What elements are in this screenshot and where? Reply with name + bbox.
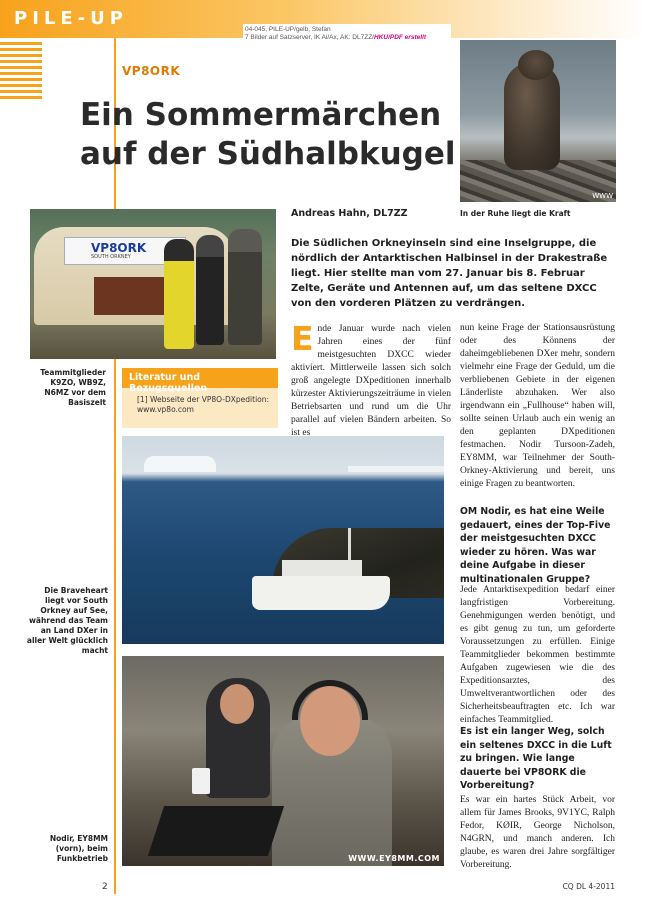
interview-answer-2: Es war ein hartes Stück Arbeit, vor allem für James Brooks, 9V1YC, Ralph Fedor, KØIR, George Nicholson, N4GRN, und manch anderen. Ich glaube, es waren drei Jahre sorgfältiger Vorbereitung. [460, 795, 615, 870]
drop-cap: E [291, 319, 314, 358]
camp-photo [30, 209, 276, 359]
team-member-yellow [164, 239, 194, 349]
body-column-1 [291, 319, 451, 440]
keyboard [148, 806, 284, 856]
iceberg [144, 456, 216, 472]
banner-subtitle: SOUTH ORKNEY [91, 254, 131, 260]
banner-callsign: VP8ORK [91, 241, 147, 255]
iceberg-distant [348, 466, 444, 472]
headset-icon [292, 680, 368, 720]
article-lead: Die Südlichen Orkneyinseln sind eine Inselgruppe, die nördlich der Antarktischen Halbinsel in der Drakestraße liegt. Hier stellte man vom 27. Januar bis 8. Februar Zelte, Geräte und Antennen auf, um das seltene DXCC von den vorderen Plätzen zu verdrängen. [291, 238, 608, 309]
caption-camp: Teammitglieder K9ZO, WB9Z, N6MZ vor dem Basiszelt [40, 368, 106, 407]
production-slug [243, 24, 451, 46]
page-number: 2 [102, 882, 108, 892]
caption-ship: Die Braveheart liegt vor South Orkney auf See, während das Team an Land DXer in aller Welt glücklich macht [26, 586, 108, 655]
interview-question-2: Es ist ein langer Weg, solch ein seltenes DXCC in die Luft zu bringen. Wie lange dauerte bei VP8ORK die Vorbereitung? [460, 726, 612, 791]
cup [192, 768, 210, 794]
literature-title: Literatur und Bezugsquellen [122, 368, 278, 388]
slug-pdf-note: HKU/PDF erstellt [373, 34, 426, 41]
decorative-stripes [0, 42, 42, 102]
issue-info: CQ DL 4-2011 [562, 882, 615, 891]
article-headline: Ein Sommermärchen auf der Südhalbkugel [80, 97, 456, 172]
literature-box [122, 368, 278, 428]
literature-item: [1] Webseite der VP8O-DXpedition: www.vp8o.com [137, 395, 270, 414]
seal-head [518, 50, 554, 80]
caption-radio: Nodir, EY8MM (vorn), beim Funkbetrieb [49, 834, 108, 863]
body-column-1-text: nde Januar wurde nach vielen Jahren eines der fünf meistgesuchten DXCC wieder aktiviert. Mittlerweile lassen sich solch groß angelegte DXpeditionen innerhalb kürzester Aktivierungszeiträume in vielen Betriebsarten und rund um die Uhr parallel auf vielen Bändern arbeiten. So ist es [291, 324, 451, 438]
radio-watermark: WWW.EY8MM.COM [348, 854, 440, 863]
ship-hull [252, 576, 390, 610]
article-kicker: VP8ORK [122, 64, 181, 78]
seal-photo [460, 40, 616, 202]
seal-watermark: WWW [592, 192, 613, 200]
operator-background-face [220, 684, 254, 724]
team-member-black [196, 235, 224, 345]
slug-line-2 [245, 34, 451, 42]
interview-answer-1: Jede Antarktisexpedition bedarf einer langfristigen Vorbereitung. Genehmigungen werden benötigt, und es gibt genug zu tun, um geforderte Voraussetzungen zu erfüllen. Einige Teammitglieder bekommen bestimmte Aufgaben zugewiesen wie die des Expeditionsarztes, des Umweltverantwortlichen oder des Sicherheitsbeauftragten etc. Ich war einfaches Teammitglied. [460, 585, 615, 725]
interview-question-1: OM Nodir, es hat eine Weile gedauert, eines der Top-Five der meistgesuchten DXCC wieder zu hören. Was war deine Aufgabe in dieser multinationalen Gruppe? [460, 506, 611, 585]
slug-line-1: 04-045, PILE-UP/gelb, Stefan [245, 26, 331, 33]
ship-photo [122, 436, 444, 644]
section-title: PILE-UP [14, 8, 128, 29]
body-column-2: nun keine Frage der Stationsausrüstung oder des Könnens der daheimgebliebenen DXer mehr, sondern vielmehr eine Frage der Geduld, um die verbliebenen Gebiete in der eigenen Länderliste abzuhaken. Wer also irgendwann ein „Fullhouse“ haben will, sollte seinen Urlaub auch ein wenig an den geplanten DXpeditionen festmachen. Nodir Tursoon-Zadeh, EY8MM, war Teilnehmer der South-Orkney-Aktivierung und bereit, uns einige Fragen zu beantworten. [460, 323, 615, 489]
article-author: Andreas Hahn, DL7ZZ [291, 208, 408, 219]
radio-operation-photo [122, 656, 444, 866]
caption-seal: In der Ruhe liegt die Kraft [460, 209, 571, 218]
team-member-grey [228, 229, 262, 345]
slug-line-2-text: 7 Bilder auf Satzserver, IK Ai/Ax, AK: DL7ZZ/ [245, 34, 374, 41]
